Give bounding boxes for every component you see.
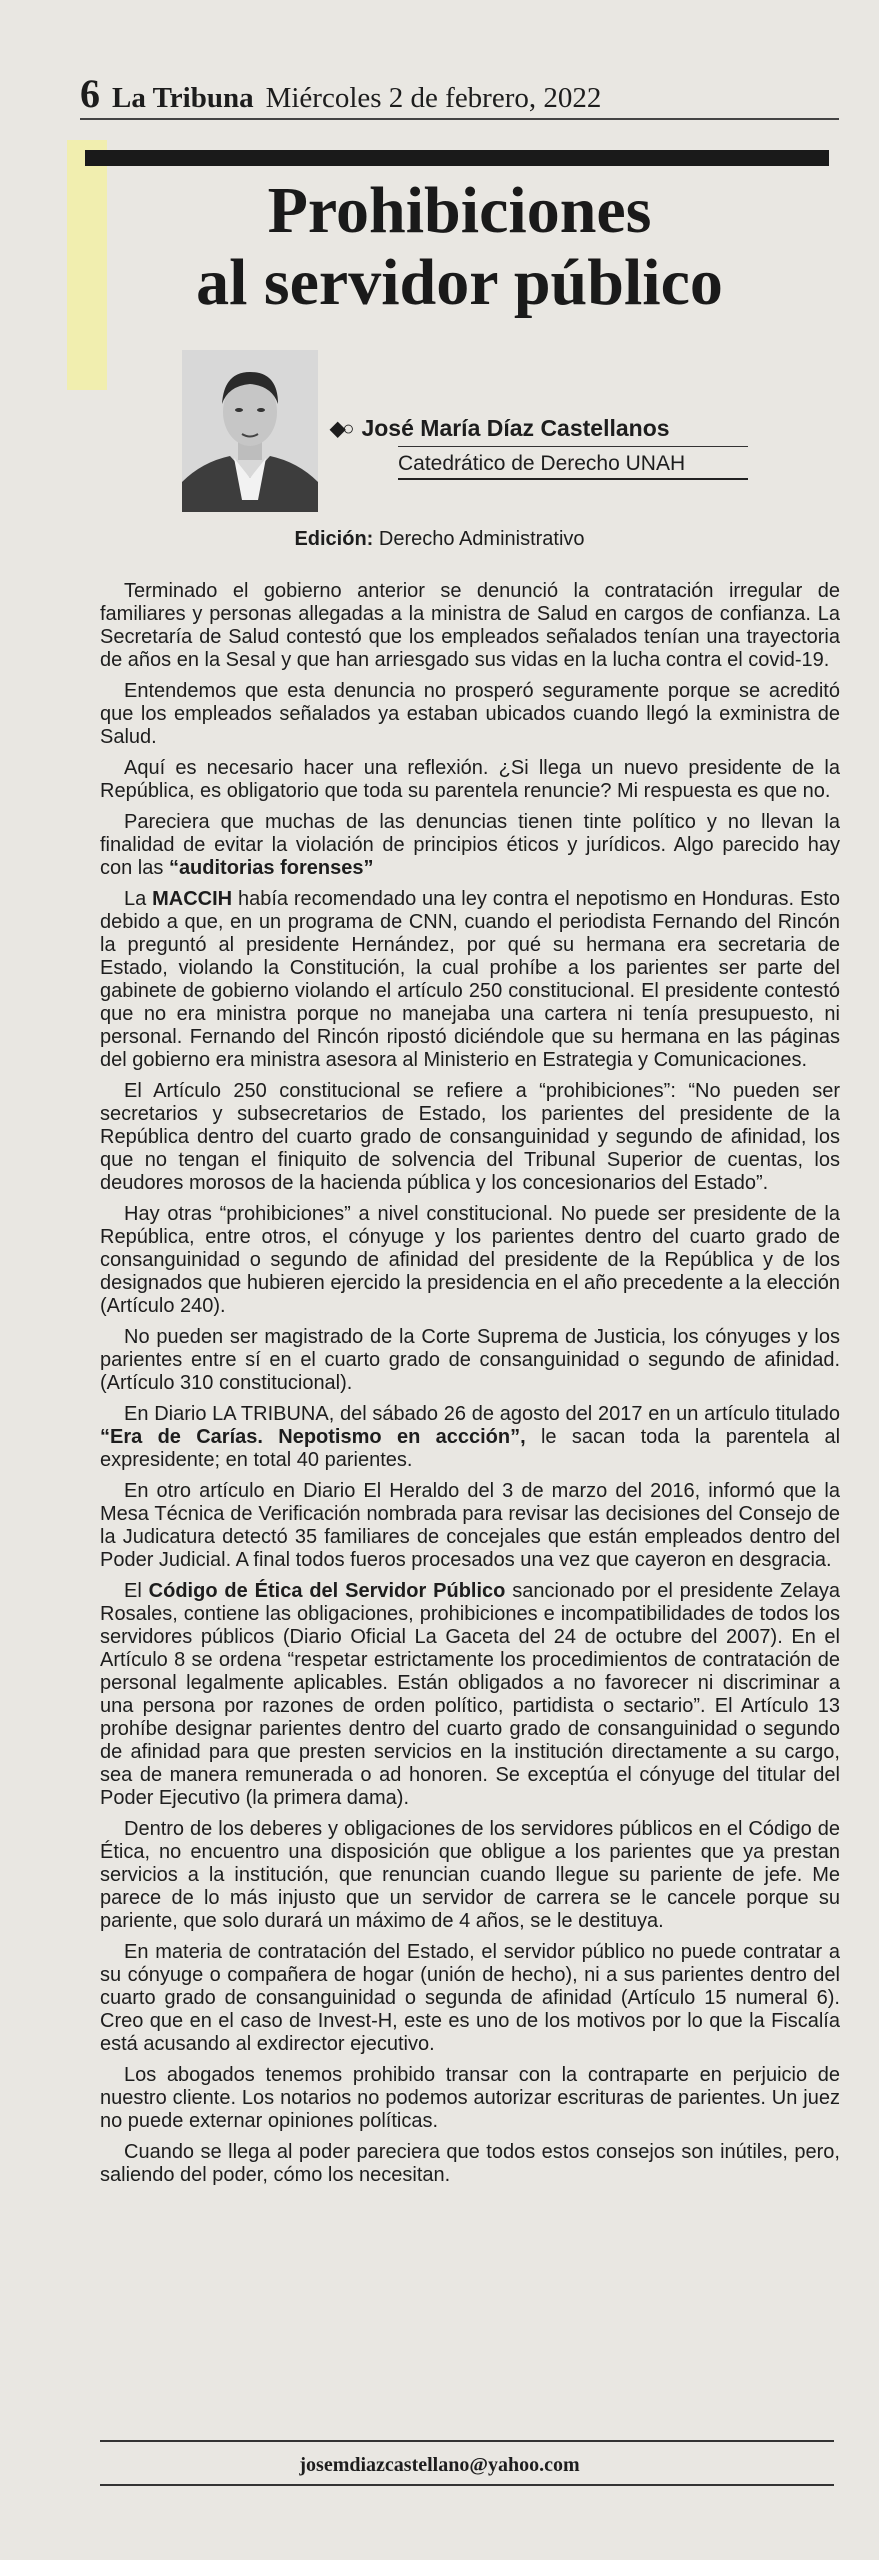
paragraph: Los abogados tenemos prohibido transar con la contraparte en perjuicio de nuestro cliente. Los notarios no podemos autorizar escrituras de parientes. Un juez no puede externar opiniones políticas. bbox=[100, 2064, 840, 2132]
footer-rule-bottom bbox=[100, 2484, 834, 2486]
title-line-2: al servidor público bbox=[196, 246, 723, 319]
author-name: José María Díaz Castellanos bbox=[361, 415, 670, 441]
paragraph: Entendemos que esta denuncia no prosperó seguramente porque se acreditó que los empleados señalados ya estaban ubicados cuando llegó la exministra de Salud. bbox=[100, 680, 840, 748]
paragraph: Hay otras “prohibiciones” a nivel constitucional. No puede ser presidente de la República, entre otros, el cónyuge y los parientes dentro del cuarto grado de consanguinidad o segundo de afinidad del presidente de la República y de los designados que hubieren ejercido la presidencia en el año precedente a la elección (Artículo 240). bbox=[100, 1203, 840, 1317]
author-portrait-illustration bbox=[182, 350, 318, 512]
author-role: Catedrático de Derecho UNAH bbox=[398, 452, 748, 480]
paragraph: El Código de Ética del Servidor Público sancionado por el presidente Zelaya Rosales, contiene las obligaciones, prohibiciones e incompatibilidades de todos los servidores públicos (Diario Oficial La Gaceta del 24 de octubre del 2007). En el Artículo 8 se ordena “respetar estrictamente los procedimientos de contratación de personal legalmente aplicables. Están obligados a no favorecer ni discriminar a una persona por razones de orden político, partidista o sectario”. El Artículo 13 prohíbe designar parientes dentro del cuarto grado de consanguinidad o segundo de afinidad para que presten servicios en la institución directamente a su cargo, sea de manera remunerada o ad honoren. Se exceptúa el cónyuge del titular del Poder Ejecutivo (la primera dama). bbox=[100, 1580, 840, 1809]
title-line-1: Prohibiciones bbox=[267, 174, 652, 247]
page-header bbox=[80, 70, 839, 120]
article-body bbox=[100, 580, 840, 2195]
paragraph: En Diario LA TRIBUNA, del sábado 26 de agosto del 2017 en un artículo titulado “Era de Carías. Nepotismo en accción”, le sacan toda la parentela al expresidente; en total 40 parientes. bbox=[100, 1403, 841, 1471]
paragraph: En otro artículo en Diario El Heraldo del 3 de marzo del 2016, informó que la Mesa Técnica de Verificación nombrada para revisar las decisiones del Consejo de la Judicatura detectó 35 familiares de concejales que están empleados dentro del Poder Judicial. A final todos fueros procesados una vez que cayeron en desgracia. bbox=[100, 1480, 840, 1571]
publication-date: Miércoles 2 de febrero, 2022 bbox=[265, 82, 602, 114]
edition-line bbox=[0, 528, 879, 551]
header-rule bbox=[80, 118, 839, 120]
paragraph: El Artículo 250 constitucional se refiere a “prohibiciones”: “No pueden ser secretarios y subsecretarios de Estado, los parientes del presidente de la República dentro del cuarto grado de consanguinidad y segundo de afinidad, los que no tengan el finiquito de solvencia del Tribunal Superior de cuentas, los deudores morosos de la hacienda pública y los concesionarios del Estado”. bbox=[100, 1080, 840, 1194]
edition-value: Derecho Administrativo bbox=[378, 528, 585, 550]
paragraph: Terminado el gobierno anterior se denunció la contratación irregular de familiares y personas allegadas a la ministra de Salud en cargos de confianza. La Secretaría de Salud contestó que los empleados señalados tenían una trayectoria de años en la Sesal y que han arriesgado sus vidas en la lucha contra el covid-19. bbox=[100, 580, 840, 671]
paragraph: Aquí es necesario hacer una reflexión. ¿Si llega un nuevo presidente de la República, es obligatorio que toda su parentela renuncie? Mi respuesta es que no. bbox=[100, 757, 840, 802]
footer-rule-top bbox=[100, 2440, 834, 2442]
author-rule bbox=[398, 446, 748, 447]
newspaper-name: La Tribuna bbox=[112, 82, 254, 114]
edition-label: Edición: bbox=[294, 528, 374, 550]
author-email: josemdiazcastellano@yahoo.com bbox=[299, 2454, 580, 2476]
paragraph: Dentro de los deberes y obligaciones de los servidores públicos en el Código de Ética, no encuentro una disposición que obligue a los parientes que ya prestan servicios a la institución, que renuncian cuando llegue su pariente de jefe. Me parece de lo más injusto que un servidor de carrera se le cancele porque su pariente, que solo durará un máximo de 4 años, se le destituya. bbox=[100, 1818, 840, 1932]
paragraph: Cuando se llega al poder pareciera que todos estos consejos son inútiles, pero, saliendo del poder, cómo los necesitan. bbox=[100, 2141, 840, 2186]
paragraph: Pareciera que muchas de las denuncias tienen tinte político y no llevan la finalidad de evitar la violación de principios éticos y jurídicos. Algo parecido hay con las “auditorias forenses” bbox=[100, 811, 840, 879]
paragraph: La MACCIH había recomendado una ley contra el nepotismo en Honduras. Esto debido a que, en un programa de CNN, cuando el periodista Fernando del Rincón la preguntó al presidente Hernández, por qué su hermana era secretaria de Estado, violando la Constitución, la cual prohíbe a los parientes ser parte del gabinete de gobierno violando el artículo 250 constitucional. El presidente contestó que no era ministra porque no manejaba una cartera ni tenía presupuesto, ni personal. Fernando del Rincón ripostó diciéndole que su hermana en las páginas del gobierno era ministra asesora al Ministerio en Estrategia y Comunicaciones. bbox=[100, 888, 840, 1071]
article-title bbox=[80, 175, 839, 319]
page-number: 6 bbox=[80, 71, 100, 116]
author-byline bbox=[330, 415, 670, 442]
paragraph: No pueden ser magistrado de la Corte Suprema de Justicia, los cónyuges y los parientes entre sí en el cuarto grado de consanguinidad o segundo de afinidad. (Artículo 310 constitucional). bbox=[100, 1326, 840, 1394]
author-photo bbox=[182, 350, 318, 512]
title-bar bbox=[85, 150, 829, 166]
arrow-bullet-icon: ◆○ bbox=[330, 418, 352, 440]
paragraph: En materia de contratación del Estado, el servidor público no puede contratar a su cónyuge o compañera de hogar (unión de hecho), ni a sus parientes dentro del cuarto grado de consanguinidad o segunda de afinidad (Artículo 15 numeral 6). Creo que en el caso de Invest-H, este es uno de los motivos por lo que la Fiscalía está acusando al exdirector ejecutivo. bbox=[100, 1941, 840, 2055]
